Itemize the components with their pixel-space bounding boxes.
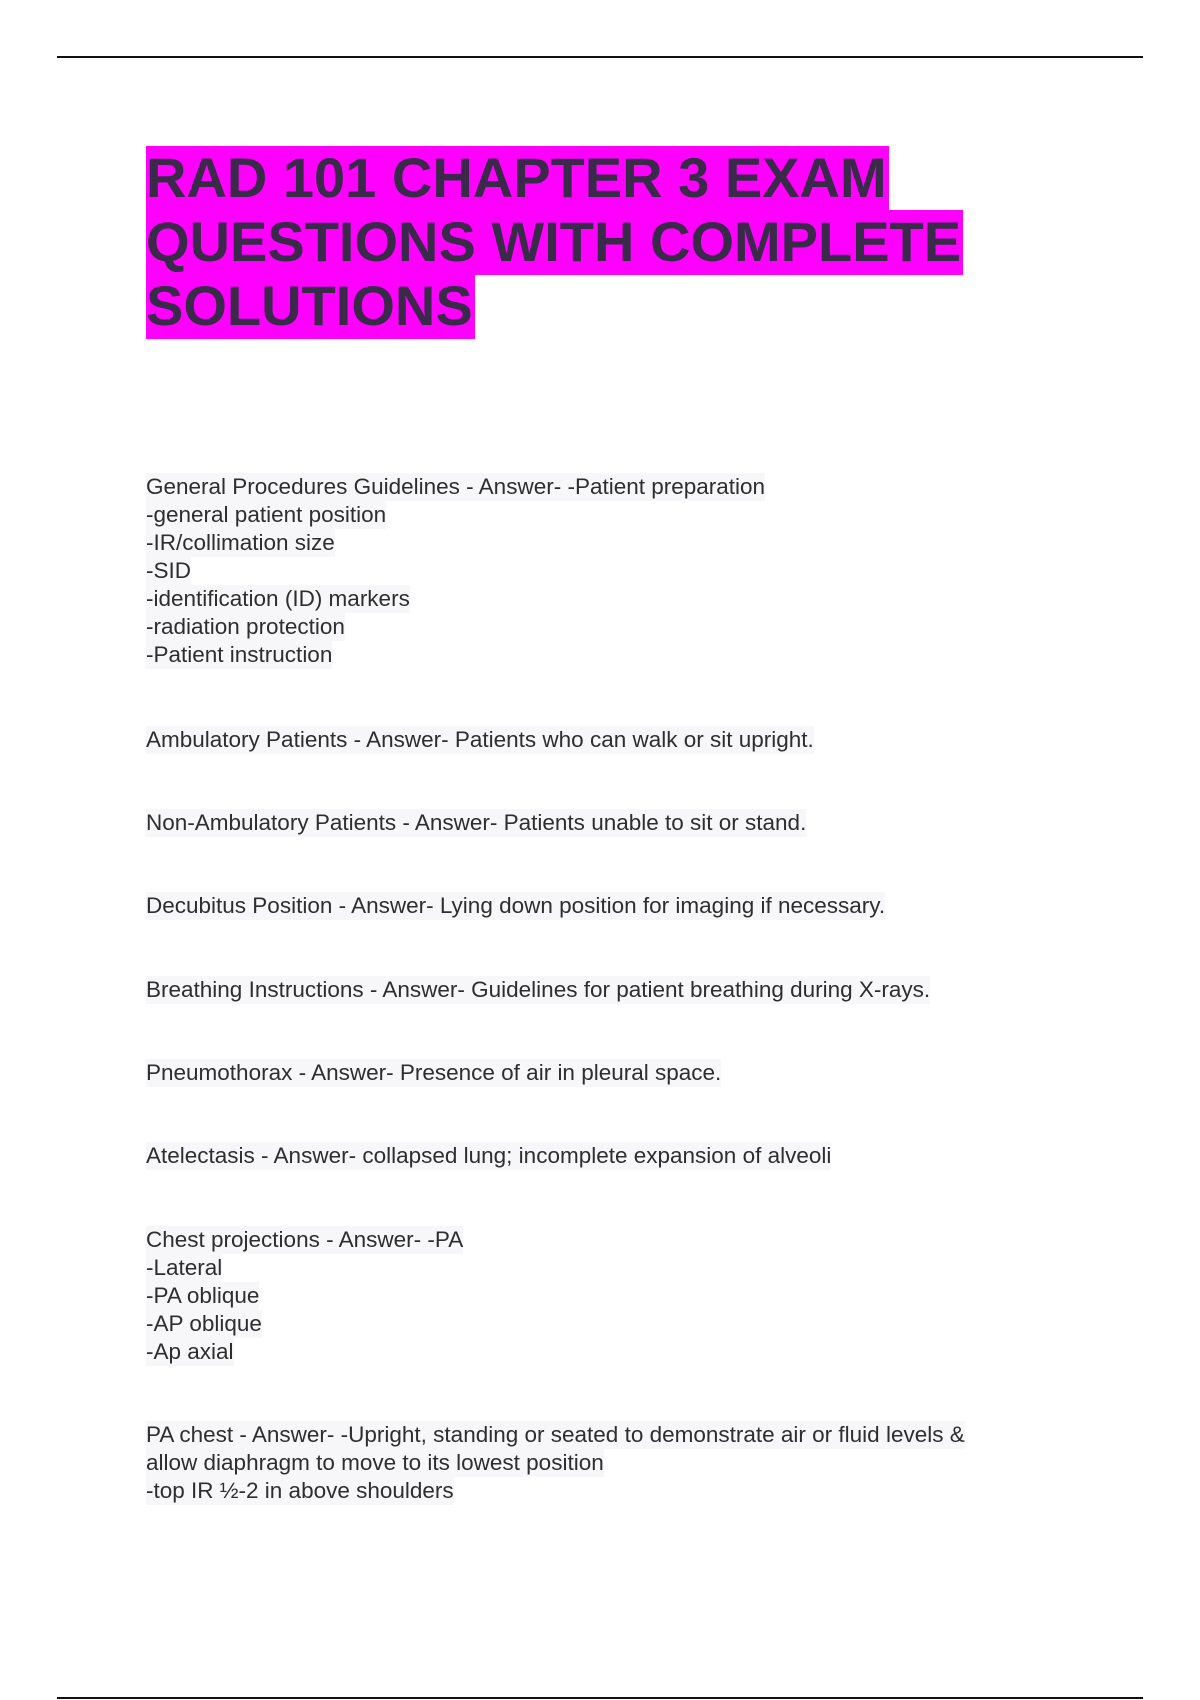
qa-answer-line: -Patient instruction [146,642,333,667]
qa-entry [146,809,1066,837]
qa-answer-line: allow diaphragm to move to its lowest position [146,1450,604,1475]
qa-question-line: PA chest - Answer- -Upright, standing or seated to demonstrate air or fluid levels & [146,1422,965,1447]
qa-answer-line: -identification (ID) markers [146,586,410,611]
qa-question-line: Atelectasis - Answer- collapsed lung; incomplete expansion of alveoli [146,1143,832,1168]
qa-question-line: Non-Ambulatory Patients - Answer- Patients unable to sit or stand. [146,810,807,835]
qa-answer-line: -radiation protection [146,614,345,639]
qa-question-line: Decubitus Position - Answer- Lying down position for imaging if necessary. [146,893,886,918]
qa-question-line: Pneumothorax - Answer- Presence of air in pleural space. [146,1060,722,1085]
title-highlight: RAD 101 CHAPTER 3 EXAM QUESTIONS WITH COMPLETE SOLUTIONS [146,146,962,337]
qa-answer-line: -Lateral [146,1255,223,1280]
qa-entry [146,976,1066,1004]
qa-answer-line: -PA oblique [146,1283,260,1308]
qa-list [146,418,1066,1505]
qa-question-line: Ambulatory Patients - Answer- Patients who can walk or sit upright. [146,727,814,752]
qa-entry [146,1421,1066,1505]
qa-entry [146,473,1066,669]
qa-answer-line: -IR/collimation size [146,530,335,555]
bottom-rule [57,1697,1143,1699]
qa-question-line: General Procedures Guidelines - Answer- -Patient preparation [146,474,766,499]
qa-answer-line: -top IR ½-2 in above shoulders [146,1478,454,1503]
qa-question-line: Breathing Instructions - Answer- Guidelines for patient breathing during X-rays. [146,977,931,1002]
qa-entry [146,726,1066,754]
top-rule [57,56,1143,58]
qa-entry [146,1142,1066,1170]
qa-question-line: Chest projections - Answer- -PA [146,1227,464,1252]
qa-entry [146,1059,1066,1087]
qa-answer-line: -AP oblique [146,1311,262,1336]
qa-entry [146,1226,1066,1366]
qa-answer-line: -Ap axial [146,1339,234,1364]
qa-answer-line: -general patient position [146,502,387,527]
qa-entry [146,892,1066,920]
qa-answer-line: -SID [146,558,191,583]
document-title [146,146,1046,338]
